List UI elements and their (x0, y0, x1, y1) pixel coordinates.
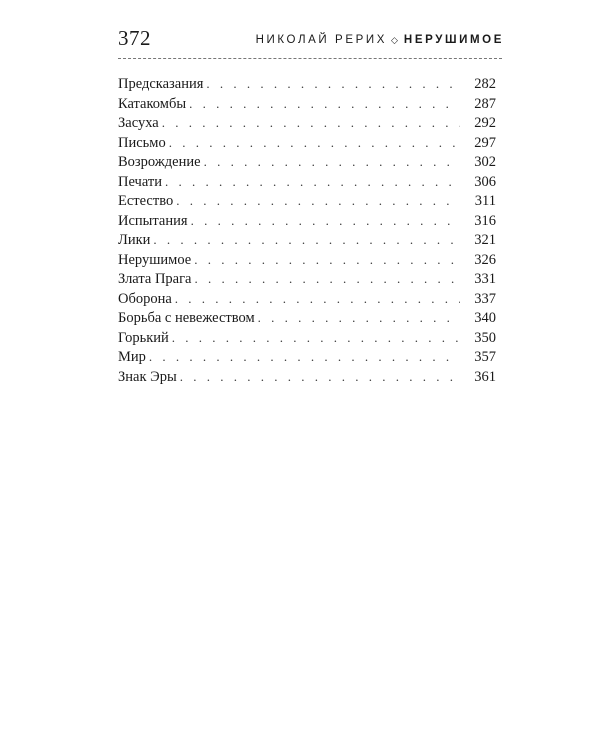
dot-leader (153, 230, 460, 251)
toc-entry-title: Мир (118, 349, 146, 365)
toc-entry-title: Нерушимое (118, 251, 192, 268)
toc-entry-page: 297 (474, 134, 496, 151)
toc-entry-page: 361 (474, 368, 496, 385)
toc-entry-title: Письмо (118, 134, 166, 151)
toc-entry (118, 230, 496, 250)
running-head (256, 34, 504, 46)
table-of-contents (118, 74, 496, 386)
toc-entry-title: Катакомбы (118, 95, 187, 112)
toc-entry-title: Печати (118, 173, 162, 190)
toc-entry-page: 357 (474, 349, 496, 365)
toc-entry-page: 306 (474, 173, 496, 190)
toc-entry-title: Лики (118, 232, 151, 248)
toc-entry (118, 250, 496, 270)
toc-entry-title: Возрождение (118, 154, 201, 170)
dot-leader (175, 289, 460, 310)
toc-entry (118, 367, 496, 387)
dot-leader (206, 74, 460, 95)
toc-entry (118, 191, 496, 211)
toc-entry-title: Злата Прага (118, 271, 192, 287)
dot-leader (172, 328, 460, 349)
toc-entry-title: Горький (118, 329, 169, 346)
dot-leader (258, 308, 460, 329)
dot-leader (149, 347, 460, 368)
page-number: 372 (118, 26, 151, 50)
toc-entry-page: 311 (474, 193, 496, 209)
toc-entry (118, 94, 496, 114)
dot-leader (194, 269, 460, 290)
toc-entry-page: 321 (474, 232, 496, 248)
toc-entry (118, 308, 496, 328)
toc-entry-title: Предсказания (118, 76, 204, 92)
dot-leader (204, 152, 460, 173)
toc-entry-page: 292 (474, 115, 496, 131)
running-head-book-title: НЕРУШИМОЕ (403, 34, 504, 46)
toc-entry (118, 289, 496, 309)
dot-leader (165, 172, 460, 193)
header-divider (118, 58, 502, 59)
toc-entry-page: 302 (474, 154, 496, 170)
toc-entry (118, 328, 496, 348)
toc-entry-title: Знак Эры (118, 368, 177, 385)
toc-entry (118, 347, 496, 367)
toc-entry-page: 331 (474, 271, 496, 287)
toc-entry-page: 287 (474, 95, 496, 112)
toc-entry (118, 172, 496, 192)
toc-entry-title: Борьба с невежеством (118, 310, 255, 326)
toc-entry (118, 74, 496, 94)
dot-leader (194, 250, 460, 271)
dot-leader (169, 133, 460, 154)
toc-entry (118, 211, 496, 231)
toc-entry (118, 269, 496, 289)
toc-entry-page: 340 (474, 310, 496, 326)
toc-entry (118, 152, 496, 172)
toc-entry-title: Засуха (118, 115, 159, 131)
running-head-author: НИКОЛАЙ РЕРИХ (255, 34, 387, 46)
toc-entry-title: Оборона (118, 290, 172, 307)
dot-leader (191, 211, 460, 232)
dot-leader (176, 191, 460, 212)
toc-entry-title: Испытания (118, 212, 188, 229)
toc-entry-title: Естество (118, 193, 174, 209)
toc-entry-page: 282 (474, 76, 496, 92)
toc-entry (118, 113, 496, 133)
dot-leader (189, 94, 460, 115)
toc-entry (118, 133, 496, 153)
toc-entry-page: 326 (474, 251, 496, 268)
diamond-separator-icon: ◇ (391, 34, 398, 45)
dot-leader (162, 113, 460, 134)
toc-entry-page: 337 (474, 290, 496, 307)
toc-entry-page: 316 (474, 212, 496, 229)
toc-entry-page: 350 (474, 329, 496, 346)
dot-leader (180, 367, 460, 388)
